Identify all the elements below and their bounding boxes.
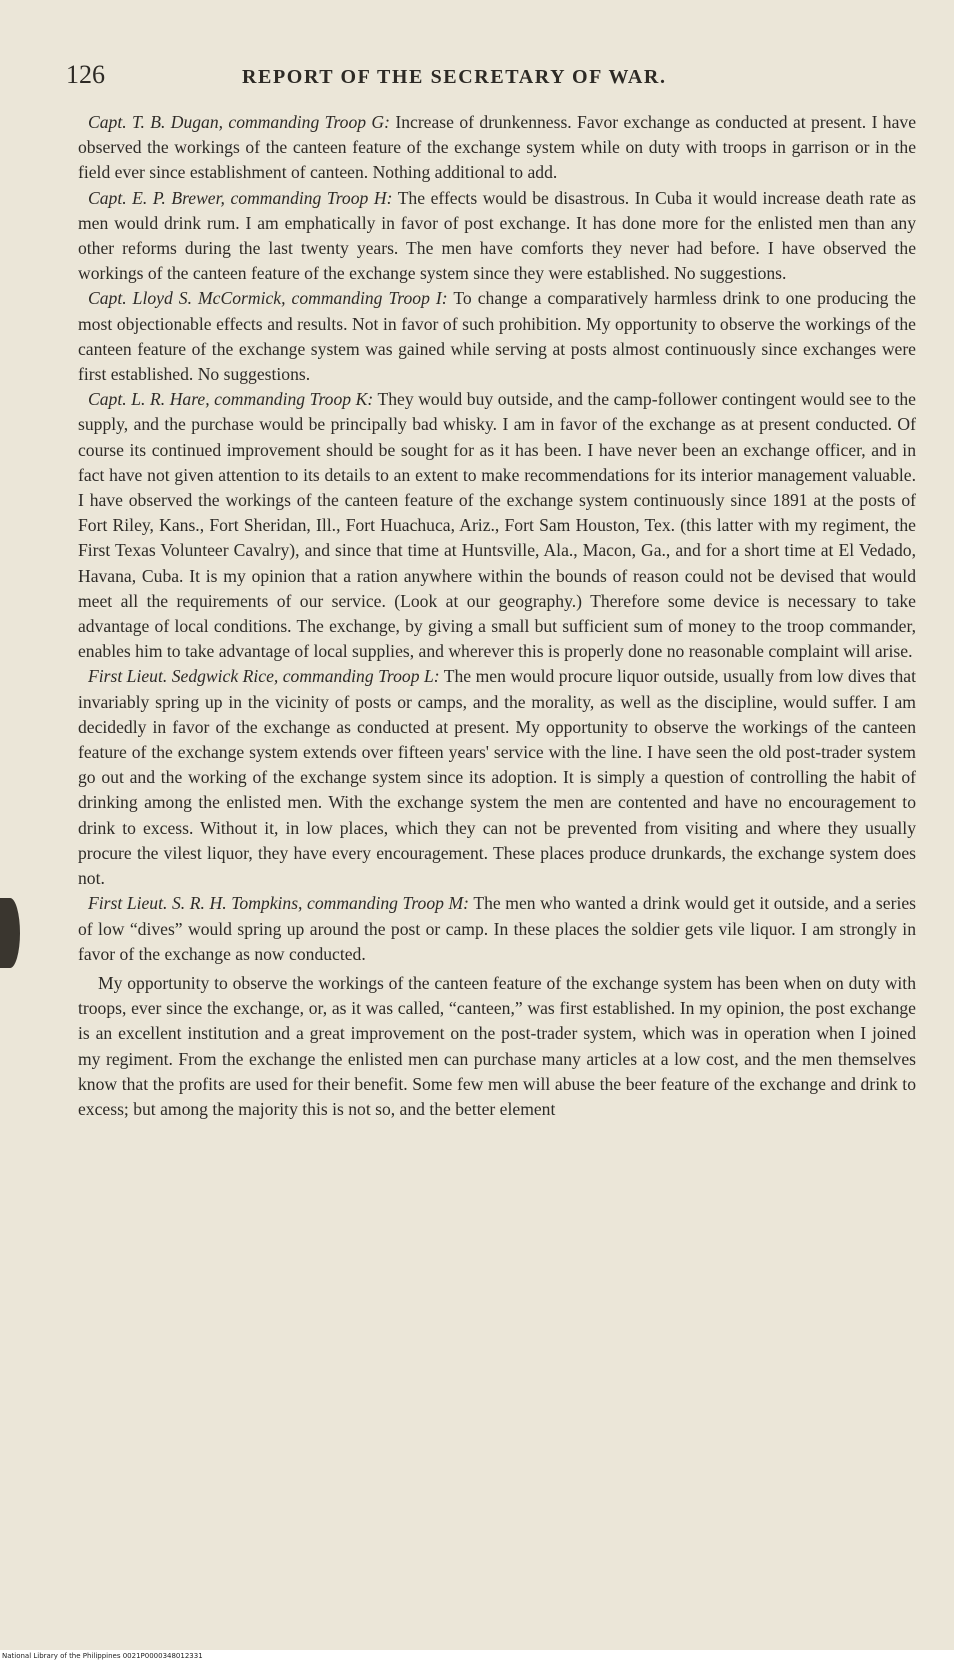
page-header [64, 60, 914, 96]
running-head: REPORT OF THE SECRETARY OF WAR. [242, 66, 667, 88]
paragraph-text: Increase of drunkenness. Favor exchange as conducted at present. I have observed the workings of the canteen feature of the exchange system while on duty with troops in garrison or in the field ever since establishment of canteen. Nothing additional to add. [78, 112, 917, 183]
paragraph [78, 971, 916, 1122]
paragraph-text: The men who wanted a drink would get it outside, and a series of low “dives” would spring up around the post or camp. In these places the soldier gets vile liquor. I am strongly in favor of the exchange as now conducted. [78, 893, 916, 964]
paragraph-text: My opportunity to observe the workings of the canteen feature of the exchange system has been when on duty with troops, ever since the exchange, or, as it was called, “canteen,” was first established. In my opinion, the post exchange is an excellent institution and a great improvement on the post-trader system, which was in operation when I joined my regiment. From the exchange the enlisted men can purchase many articles at a low cost, and the men themselves know that the profits are used for their benefit. Some few men will abuse the beer feature of the exchange and drink to excess; but among the majority this is not so, and the better element [78, 972, 916, 1119]
paragraph [78, 891, 916, 967]
scan-credit: National Library of the Philippines 0021P0000348012331 [2, 1652, 203, 1660]
officer-name: Capt. T. B. Dugan, commanding Troop G: [88, 112, 390, 132]
paragraph [78, 664, 916, 891]
page-edge-mark [0, 898, 20, 968]
paragraph-text: They would buy outside, and the camp-follower contingent would see to the supply, and the purchase would be principally bad whisky. I am in favor of the exchange as at present conducted. Of course its continued improvement should be sought for as it has been. I have never been an exchange officer, and in fact have not given attention to its details to an extent to make recommendations for its interior management valuable. I have observed the workings of the canteen feature of the exchange system continuously since 1891 at the posts of Fort Riley, Kans., Fort Sheridan, Ill., Fort Huachuca, Ariz., Fort Sam Houston, Tex. (this latter with my regiment, the First Texas Volunteer Cavalry), and since that time at Huntsville, Ala., Macon, Ga., and for a short time at El Vedado, Havana, Cuba. It is my opinion that a ration anywhere within the bounds of reason could not be devised that would meet all the requirements of our service. (Look at our geography.) Therefore some device is necessary to take advantage of local conditions. The exchange, by giving a small but sufficient sum of money to the troop commander, enables him to take advantage of local supplies, and wherever this is properly done no reasonable complaint will arise. [78, 389, 916, 662]
officer-name: Capt. L. R. Hare, commanding Troop K: [88, 389, 374, 410]
paragraph-text: The effects would be disastrous. In Cuba it would increase death rate as men would drink rum. I am emphatically in favor of post exchange. It has done more for the enlisted men than any other reforms during the last twenty years. The men have comforts they never had before. I have observed the workings of the canteen feature of the exchange system since they were established. No suggestions. [78, 187, 916, 284]
paragraph [78, 387, 916, 664]
paragraph-text: The men would procure liquor outside, usually from low dives that invariably spring up in the vicinity of posts or camps, and the morality, as well as the discipline, would suffer. I am decidedly in favor of the exchange as conducted at present. My opportunity to observe the workings of the canteen feature of the exchange system extends over fifteen years' service with the line. I have seen the old post-trader system go out and the working of the exchange system since its adoption. It is simply a question of controlling the habit of drinking among the enlisted men. With the exchange system the men are contented and have no encouragement to drink to excess. Without it, in low places, which they can not be prevented from visiting and where they usually procure the vilest liquor, they have every encouragement. These places produce drunkards, the exchange system does not. [78, 666, 916, 889]
paragraph-text: To change a comparatively harmless drink to one producing the most objectionable effects and results. Not in favor of such prohibition. My opportunity to observe the workings of the canteen feature of the exchange system was gained while serving at posts almost continuously since exchanges were first established. No suggestions. [78, 288, 916, 385]
page-number: 126 [66, 60, 105, 89]
officer-name: First Lieut. Sedgwick Rice, commanding Troop L: [88, 666, 440, 687]
paragraph [78, 110, 916, 186]
officer-name: Capt. Lloyd S. McCormick, commanding Troop I: [88, 288, 448, 309]
report-body [78, 110, 916, 1122]
officer-name: First Lieut. S. R. H. Tompkins, commanding Troop M: [88, 893, 470, 914]
officer-name: Capt. E. P. Brewer, commanding Troop H: [88, 187, 393, 208]
paragraph [78, 186, 916, 287]
paragraph [78, 286, 916, 387]
